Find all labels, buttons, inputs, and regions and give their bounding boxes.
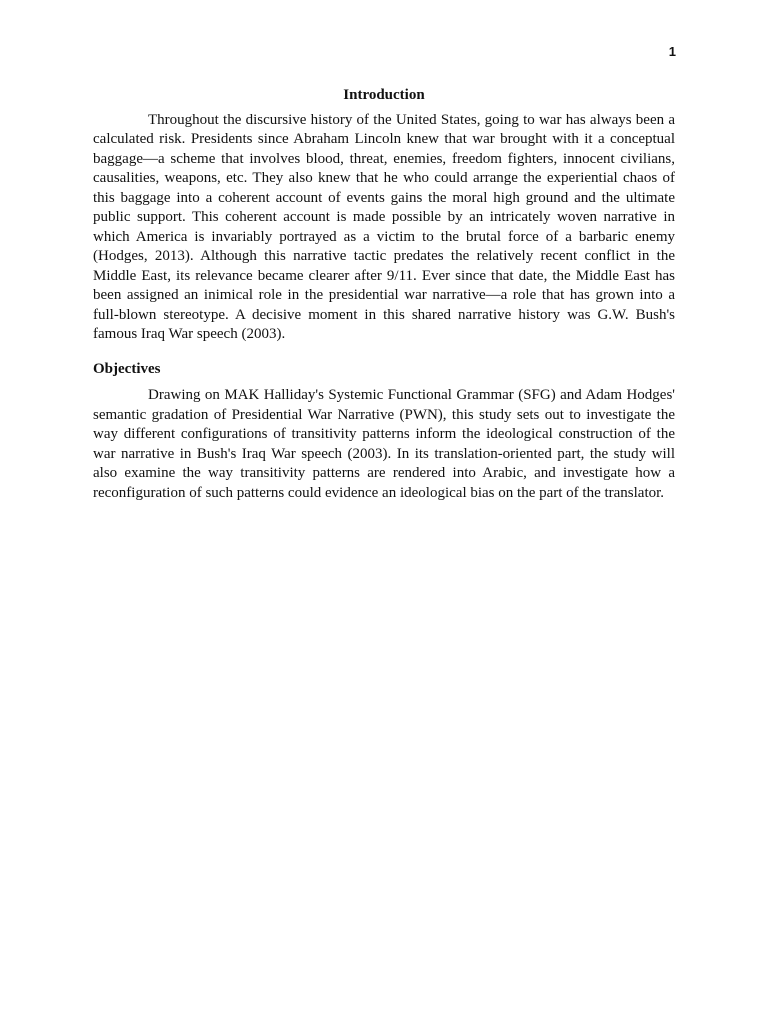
objectives-paragraph: Drawing on MAK Halliday's Systemic Functional Grammar (SFG) and Adam Hodges' semantic gradation of Presidential War Narrative (PWN), this study sets out to investigate the way different configurations of transitivity patterns inform the ideological construction of the war narrative in Bush's Iraq War speech (2003). In its translation-oriented part, the study will also examine the way transitivity patterns are rendered into Arabic, and investigate how a reconfiguration of such patterns could evidence an ideological bias on the part of the translator. — [93, 387, 675, 501]
introduction-heading: Introduction — [343, 87, 425, 103]
introduction-paragraph: Throughout the discursive history of the United States, going to war has always been a calculated risk. Presidents since Abraham Lincoln knew that war brought with it a conceptual baggage—a scheme that involves blood, threat, enemies, freedom fighters, innocent civilians, causalities, weapons, etc. They also knew that he who could arrange the experiential chaos of this baggage into a coherent account of events gains the moral high ground and the ultimate public support. This coherent account is made possible by an intricately woven narrative in which America is invariably portrayed as a victim to the brutal force of a barbaric enemy (Hodges, 2013). Although this narrative tactic predates the relatively recent conflict in the Middle East, its relevance became clearer after 9/11. Ever since that date, the Middle East has been assigned an inimical role in the presidential war narrative—a role that has grown into a full-blown stereotype. A decisive moment in this shared narrative history was G.W. Bush's famous Iraq War speech (2003). — [93, 111, 675, 342]
document-body — [93, 86, 675, 503]
objectives-heading: Objectives — [93, 360, 161, 377]
page-number: 1 — [668, 44, 676, 59]
